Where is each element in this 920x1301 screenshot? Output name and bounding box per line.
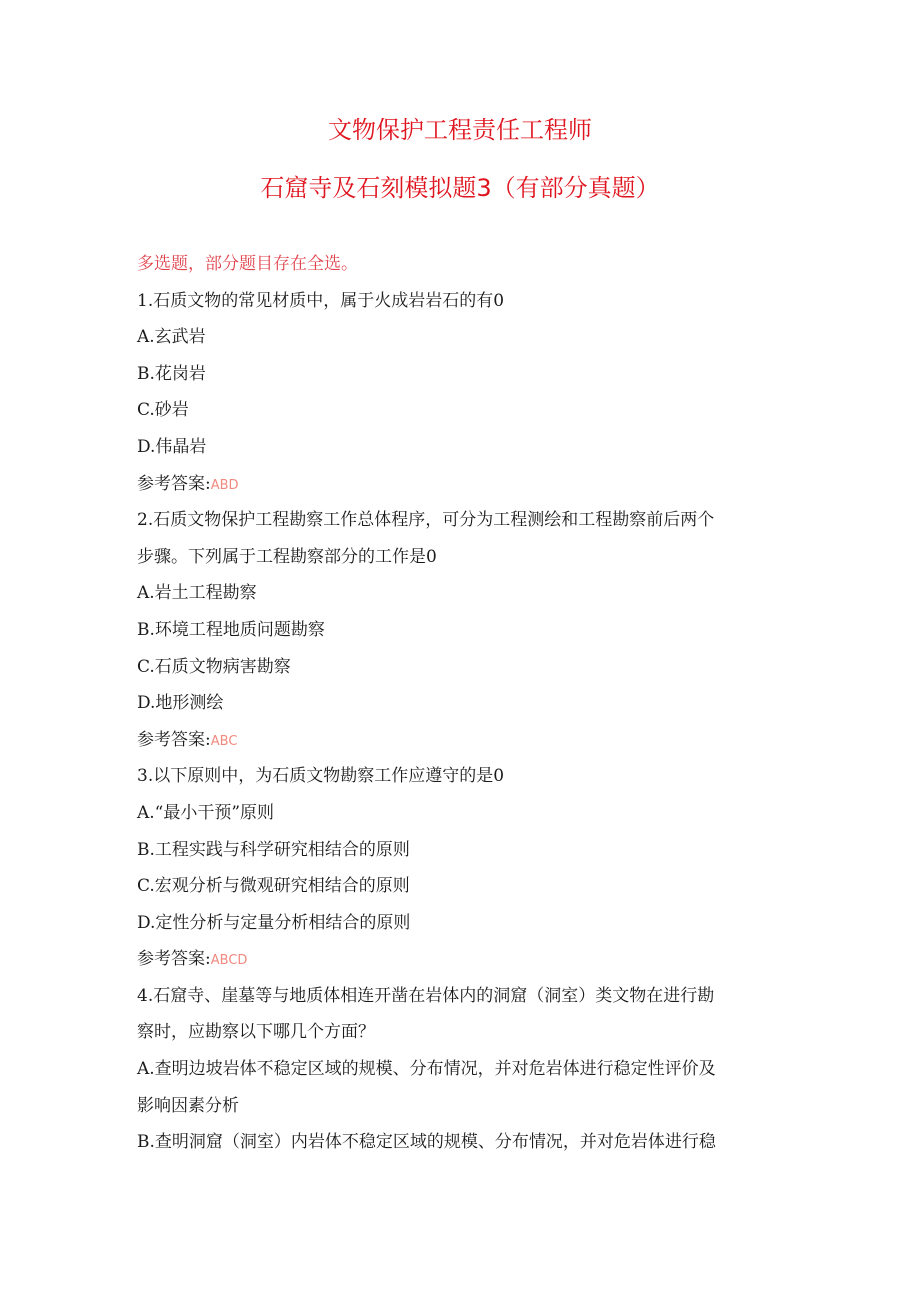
option-a: A.玄武岩 [137,327,206,348]
document-subtitle: 石窟寺及石刻模拟题3（有部分真题） [260,174,660,202]
question-1 [137,286,782,506]
option-a: A.“最小干预”原则 [137,802,275,823]
question-4 [137,981,782,1164]
answer-label: 参考答案: [137,729,211,750]
instruction-note: 多选题，部分题目存在全选。 [137,254,358,274]
option-c: C.宏观分析与微观研究相结合的原则 [137,876,410,897]
option-b: B.花岗岩 [137,363,206,384]
question-stem-continued: 步骤。下列属于工程勘察部分的工作是0 [137,546,437,567]
question-stem: 3.以下原则中，为石质文物勘察工作应遵守的是0 [137,766,505,787]
option-d: D.地形测绘 [137,693,224,714]
answer-line [137,725,782,762]
answer-line [137,469,782,506]
answer-label: 参考答案: [137,473,211,494]
question-stem: 1.石质文物的常见材质中，属于火成岩岩石的有0 [137,290,505,311]
question-stem-continued: 察时，应勘察以下哪几个方面？ [137,1022,375,1043]
option-b: B.工程实践与科学研究相结合的原则 [137,839,410,860]
option-a-continued: 影响因素分析 [137,1095,239,1116]
option-b: B.环境工程地质问题勘察 [137,619,325,640]
option-b: B.查明洞窟（洞室）内岩体不稳定区域的规模、分布情况，并对危岩体进行稳 [137,1132,716,1153]
option-c: C.砂岩 [137,400,189,421]
document-body [137,249,782,1164]
answer-line [137,944,782,981]
option-d: D.定性分析与定量分析相结合的原则 [137,912,411,933]
document-title: 文物保护工程责任工程师 [328,116,592,144]
option-a: A.查明边坡岩体不稳定区域的规模、分布情况，并对危岩体进行稳定性评价及 [137,1059,716,1080]
option-d: D.伟晶岩 [137,436,207,457]
question-2 [137,505,782,761]
answer-value: ABD [210,477,239,493]
option-a: A.岩土工程勘察 [137,583,257,604]
option-c: C.石质文物病害勘察 [137,656,291,677]
question-3 [137,761,782,981]
question-stem: 2.石质文物保护工程勘察工作总体程序，可分为工程测绘和工程勘察前后两个 [137,510,715,531]
answer-value: ABCD [210,953,248,969]
question-stem: 4.石窟寺、崖墓等与地质体相连开凿在岩体内的洞窟（洞室）类文物在进行勘 [137,985,715,1006]
answer-label: 参考答案: [137,949,211,970]
answer-value: ABC [210,733,238,749]
